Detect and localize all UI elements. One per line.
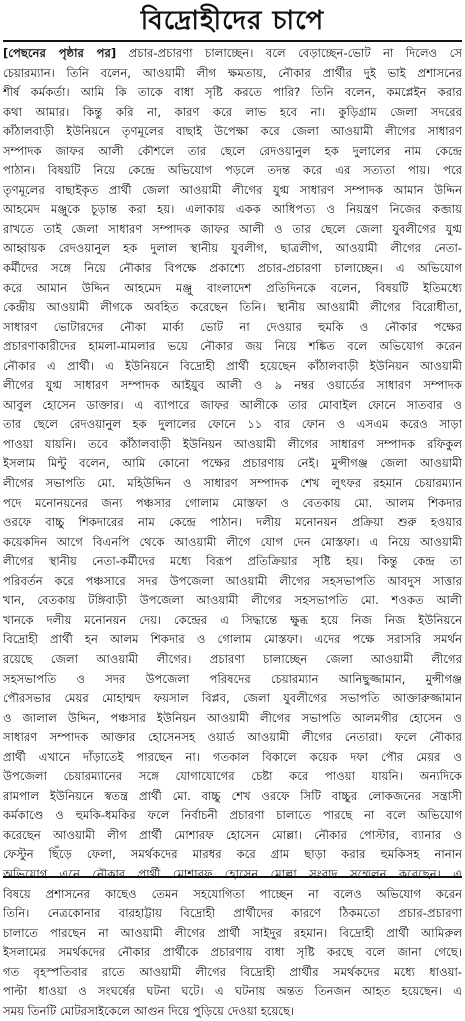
article-line: রাখতে তাই জেলা সাধারণ সম্পাদক জাফর আলী ও তার ছেলে জেলা যুবলীগের যুগ্ম bbox=[3, 221, 462, 236]
bottom-rule bbox=[3, 876, 462, 878]
article-line: পাল্টা ধাওয়া ও সংঘর্ষের ঘটনা ঘটে। এ ঘটনায় অন্তত তিনজন আহত হয়েছেন। এ bbox=[3, 984, 462, 999]
headline-rule bbox=[3, 40, 462, 42]
article-line: করে আমান উদ্দিন আহমেদ মঞ্জু বাংলাদেশ প্রতিদিনকে বলেন, বিষয়টি ইতিমধ্যে bbox=[3, 280, 462, 295]
article-line: তৃণমূলের বাছাইকৃত প্রার্থী জেলা আওয়ামী লীগের যুগ্ম সাধারণ সম্পাদক আমান উদ্দিন bbox=[3, 182, 462, 197]
article-line-1-text: প্রচার-প্রচারণা চালাচ্ছেন। বলে বেড়াচ্ছেন-ভোট না দিলেও সে bbox=[116, 46, 462, 60]
article-line: রামপাল ইউনিয়নে স্বতন্ত্র প্রার্থী মো. বাচ্চু শেখ ওরফে সিটি বাচ্চুর লোকজনের সন্ত্রাসী bbox=[3, 788, 462, 803]
article-line: অভিযোগ এনে নৌকার প্রার্থী মোশারফ হোসেন মোল্লা সংবাদ সম্মেলন করেছেন। এ bbox=[3, 866, 462, 881]
continuation-kicker: [পেছনের পৃষ্ঠার পর] bbox=[3, 46, 117, 60]
article-line: কথা আমার। কিন্তু করি না, কারণ করে লাভ হবে না। কুড়িগ্রাম জেলা সদরের bbox=[3, 104, 462, 119]
article-line: পৌরসভার মেয়র মোহাম্মদ ফয়সাল বিপ্লব, জেলা যুবলীগের সভাপতি আক্তারুজ্জামান bbox=[3, 691, 462, 706]
article-line: লীগের স্থানীয় নেতা-কর্মীদের মধ্যে বিরূপ প্রতিক্রিয়ার সৃষ্টি হয়। কিন্তু কেন্দ্র তা bbox=[3, 554, 462, 569]
article-line: ইসলাম মিন্টু বলেন, আমি কোনো পক্ষের প্রচারণায় নেই। মুন্সীগঞ্জ জেলা আওয়ামী bbox=[3, 456, 462, 471]
article-line-1 bbox=[3, 44, 462, 64]
article-line: চালাতে পারছেন না আওয়ামী লীগের প্রার্থী সাইদুর রহমান। বিদ্রোহী প্রার্থী আমিরুল bbox=[3, 925, 462, 940]
article-line: আবুল হোসেন ডাক্তার। এ ব্যাপারে জাফর আলীকে তার মোবাইল ফোনে সাতবার ও bbox=[3, 397, 462, 412]
article-line: পরিবর্তন করে পঞ্চসারে সদর উপজেলা আওয়ামী লীগের সহসভাপতি আবদুস সাত্তার bbox=[3, 573, 462, 588]
article-line: কর্মীদের সঙ্গে নিয়ে নৌকার বিপক্ষে প্রকাশ্যে প্রচার-প্রচারণা চালাচ্ছেন। এ অভিযোগ bbox=[3, 261, 462, 276]
article-line: আহ্বায়ক রেদওয়ানুল হক দুলাল স্থানীয় যুবলীগ, ছাত্রলীগ, আওয়ামী লীগের নেতা- bbox=[3, 241, 462, 256]
article-line: লীগের সভাপতি মো. মহিউদ্দিন ও সাধারণ সম্পাদক শেখ লুৎফর রহমান চেয়ারম্যান bbox=[3, 476, 462, 491]
article-line: ও জালাল উদ্দিন, পঞ্চসার ইউনিয়ন আওয়ামী লীগের সভাপতি আলমগীর হোসেন ও bbox=[3, 710, 462, 725]
article-line: কয়েকদিন আগে বিএনপি থেকে আওয়ামী লীগে যোগ দেন মোস্তফা। এ নিয়ে আওয়ামী bbox=[3, 534, 462, 549]
headline: বিদ্রোহীদের চাপে bbox=[140, 6, 325, 36]
article-line: প্রার্থী এখানে দাঁড়াতেই পারছেন না। গতকাল বিকালে কয়েক দফা পৌর মেয়র ও bbox=[3, 749, 462, 764]
article-line: নৌকার এ প্রার্থী। এ ইউনিয়নে বিদ্রোহী প্রার্থী হয়েছেন কাঁঠালবাড়ী ইউনিয়ন আওয়ামী bbox=[3, 358, 462, 373]
article-line: তিনি। নেত্রকোনার বারহাট্টায় বিদ্রোহী প্রার্থীদের কারণে ঠিকমতো প্রচার-প্রচারণা bbox=[3, 906, 462, 921]
article-line: সাধারণ সম্পাদক আক্তার হোসেনসহ ওয়ার্ড আওয়ামী লীগের নেতারা। ফলে নৌকার bbox=[3, 730, 462, 745]
article-body bbox=[3, 44, 462, 1021]
article-line: শীর্ষ কর্মকর্তা। আমি কি তাকে বাধা সৃষ্টি করতে পারি? তিনি বলেন, কমপ্লেইন করার bbox=[3, 85, 462, 100]
article-line: পদে মনোনয়নের জন্য পঞ্চসার গোলাম মোস্তফা ও বেতকায় মো. আলম শিকদার bbox=[3, 495, 462, 510]
article-line: ফেস্টুন ছিঁড়ে ফেলা, সমর্থকদের মারধর করে গ্রাম ছাড়া করার হুমকিসহ নানান bbox=[3, 847, 462, 862]
article-line: কর্মকাণ্ডে ও হুমকি-ধমকির ফলে নির্বাচনী প্রচারণা চালাতে পারছে না বলে অভিযোগ bbox=[3, 808, 462, 823]
article-line: তার ছেলে রেদওয়ানুল হক দুলালের ফোনে ১১ বার ফোন ও এসএম করেও সাড়া bbox=[3, 417, 462, 432]
article-line: পাওয়া যায়নি। তবে কাঁঠালবাড়ী ইউনিয়ন আওয়ামী লীগের সাধারণ সম্পাদক রফিকুল bbox=[3, 436, 462, 451]
article-line: ইসলামের সমর্থকদের নৌকার প্রার্থীকে প্রচারণায় বাধা সৃষ্টি করছে বলে জানা গেছে। bbox=[3, 945, 462, 960]
article-line: খানকে দলীয় মনোনয়ন দেয়। কেন্দ্রের এ সিদ্ধান্তে ক্ষুব্ধ হয়ে নিজ নিজ ইউনিয়নে bbox=[3, 612, 462, 627]
article-line: গত বৃহস্পতিবার রাতে আওয়ামী লীগের বিদ্রোহী প্রার্থীর সমর্থকদের মধ্যে ধাওয়া- bbox=[3, 964, 462, 979]
article-line: লীগের যুগ্ম সাধারণ সম্পাদক আইয়ুব আলী ও ৯ নম্বর ওয়ার্ডের সাধারণ সম্পাদক bbox=[3, 378, 462, 393]
article-line: কাঁঠালবাড়ী ইউনিয়নে তৃণমূলের বাছাই উপেক্ষা করে জেলা আওয়ামী লীগের সাধারণ bbox=[3, 124, 462, 139]
article-line: বিষয়ে প্রশাসনের কাছেও তেমন সহযোগিতা পাচ্ছেন না বলেও অভিযোগ করেন bbox=[3, 886, 462, 901]
article-line: রয়েছে জেলা আওয়ামী লীগের। প্রচারণা চালাচ্ছেন জেলা আওয়ামী লীগের bbox=[3, 651, 462, 666]
article-line: সম্পাদক জাফর আলী কৌশলে তার ছেলে রেদওয়ানুল হক দুলালের নাম কেন্দ্রে bbox=[3, 143, 462, 158]
article-line: প্রচারণাকারীদের হামলা-মামলার ভয়ে নৌকার জয় নিয়ে শঙ্কিত বলে অভিযোগ করেন bbox=[3, 339, 462, 354]
article-line: উপজেলা চেয়ারম্যানের সঙ্গে যোগাযোগের চেষ্টা করে পাওয়া যায়নি। অন্যদিকে bbox=[3, 769, 462, 784]
article-line: সাধারণ ভোটারদের নৌকা মার্কা ভোট না দেওয়ার হুমকি ও নৌকার পক্ষের bbox=[3, 319, 462, 334]
article-line: বিদ্রোহী প্রার্থী হন আলম শিকদার ও গোলাম মোস্তফা। এদের পক্ষে সরাসরি সমর্থন bbox=[3, 632, 462, 647]
article-line: আহমেদ মঞ্জুকে চূড়ান্ত করা হয়। এলাকায় একক আধিপত্য ও নিয়ন্ত্রণ নিজের কব্জায় bbox=[3, 202, 462, 217]
article-line: খান, বেতকায় টঙ্গিবাড়ী উপজেলা আওয়ামী লীগের সহসভাপতি মো. শওকত আলী bbox=[3, 593, 462, 608]
article-line: চেয়ারম্যান। তিনি বলেন, আওয়ামী লীগ ক্ষমতায়, নৌকার প্রার্থীর দুই ভাই প্রশাসনের bbox=[3, 65, 462, 80]
article-line: পাঠান। বিষয়টি নিয়ে কেন্দ্রে অভিযোগ পড়লে তদন্ত করে এর সত্যতা পায়। পরে bbox=[3, 163, 462, 178]
article-line: সহসভাপতি ও সদর উপজেলা পরিষদের চেয়ারম্যান আনিছুজ্জামান, মুন্সীগঞ্জ bbox=[3, 671, 462, 686]
article-line: ওরফে বাচ্চু শিকদারের নাম কেন্দ্রে পাঠান। দলীয় মনোনয়ন প্রক্রিয়া শুরু হওয়ার bbox=[3, 515, 462, 530]
article-line-last: সময় তিনটি মোটরসাইকেলে আগুন দিয়ে পুড়িয়ে দেওয়া হয়েছে। bbox=[3, 1003, 295, 1018]
article-line: করেছেন আওয়ামী লীগ প্রার্থী মোশারফ হোসেন মোল্লা। নৌকার পোস্টার, ব্যানার ও bbox=[3, 827, 462, 842]
article-line: কেন্দ্রীয় আওয়ামী লীগকে অবহিত করেছেন তিনি। স্থানীয় আওয়ামী লীগের বিরোধীতা, bbox=[3, 300, 462, 315]
